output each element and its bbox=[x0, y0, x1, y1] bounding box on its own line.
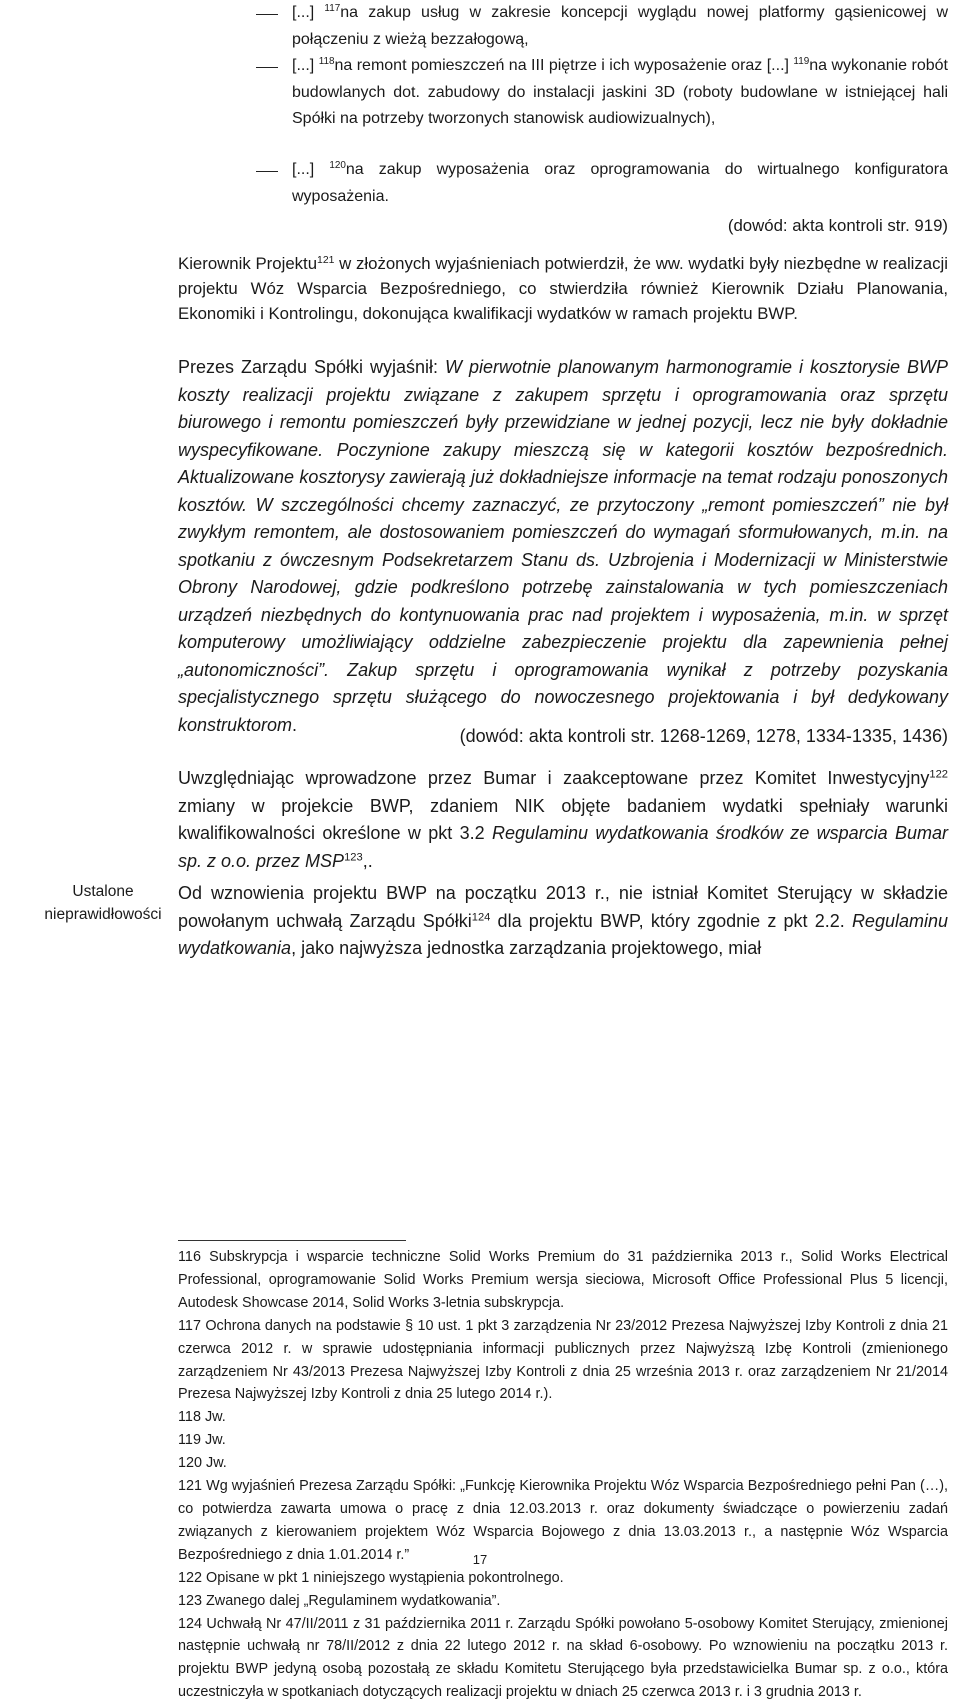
footnote-text: Ochrona danych na podstawie § 10 ust. 1 pkt 3 zarządzenia Nr 23/2012 Prezesa Najwyższej Izby Kontroli z dnia 21 czerwca 2012 r. w sprawie udostępniania informacji publicznych przez Najwyższą Izbę Kontroli (zmienionego zarządzeniem Nr 43/2013 Prezesa Najwyższej Izby Kontroli z dnia 25 września 2013 r. oraz zarządzeniem Nr 21/2014 Prezesa Najwyższej Izby Kontroli z dnia 25 lutego 2014 r.). bbox=[178, 1318, 948, 1403]
para-text: w złożonych wyjaśnieniach potwierdził, że ww. wydatki były niezbędne w realizacji projektu Wóz Wsparcia Bezpośredniego, co stwierdziła również Kierownik Działu Planowania, Ekonomiki i Kontrolingu, dokonująca kwalifikacji wydatków w ramach projektu BWP. bbox=[178, 254, 948, 323]
bullet-item-120 bbox=[292, 157, 948, 210]
footnote-text: Uchwałą Nr 47/II/2011 z 31 października 2011 r. Zarządu Spółki powołano 5-osobowy Komitet Sterujący, zmienionej następnie uchwałą nr 78/II/2012 z dnia 22 lutego 2012 r. na skład 6-osobowy. Po wznowieniu na początku 2013 r. projektu BWP jedyną osobą pozostałą ze składu Komitetu Sterującego była przedstawicielka Bumar sp. z o.o., która uczestniczyła w spotkaniach dotyczących realizacji projektu w dniach 25 czerwca 2013 r. i 3 grudnia 2013 r. bbox=[178, 1616, 948, 1701]
footnote-number: 121 bbox=[178, 1478, 202, 1494]
para-text: Od wznowienia projektu BWP na początku 2013 r., nie istniał Komitet Sterujący w składzie powołanym uchwałą Zarządu Spółki bbox=[178, 883, 948, 931]
italic-text: Regulaminu wydatkowania bbox=[178, 911, 948, 959]
para-text: Uwzględniając wprowadzone przez Bumar i zaakceptowane przez Komitet Inwestycyjny bbox=[178, 768, 929, 788]
footnote-number: 122 bbox=[178, 1570, 202, 1586]
footnote-text: Wg wyjaśnień Prezesa Zarządu Spółki: „Funkcję Kierownika Projektu Wóz Wsparcia Bezpośredniego pełni Pan (…), co potwierdza zawarta umowa o pracę z dnia 12.03.2013 r. oraz dokumenty świadczące o powierzeniu zadań związanych z kierowaniem projektem Wóz Wsparcia Bojowego z dnia 13.03.2013 r., a następnie Wóz Wsparcia Bezpośredniego z dnia 1.01.2014 r.” bbox=[178, 1478, 948, 1563]
bullet-text: na zakup usług w zakresie koncepcji wyglądu nowej platformy gąsienicowej w połączeniu z wieżą bezzałogową, bbox=[292, 4, 948, 48]
para-text: ,. bbox=[363, 851, 373, 871]
footnote-separator bbox=[178, 1240, 406, 1241]
footnote-number: 120 bbox=[178, 1455, 202, 1471]
bullet-dash bbox=[256, 171, 278, 172]
footnote-ref: 122 bbox=[929, 768, 948, 780]
para-text: Kierownik Projektu bbox=[178, 254, 317, 273]
footnote-number: 118 bbox=[178, 1409, 201, 1425]
footnote-number: 123 bbox=[178, 1593, 202, 1609]
italic-text: Regulaminu wydatkowania środków ze wsparcia Bumar sp. z o.o. przez MSP bbox=[178, 823, 948, 871]
footnote-ref: 119 bbox=[793, 56, 809, 67]
footnote-text: Subskrypcja i wsparcie techniczne Solid Works Premium do 31 października 2013 r., Solid Works Electrical Professional, oprogramowanie Solid Works Premium wersja sieciowa, Microsoft Office Professional Plus 5 licencji, Autodesk Showcase 2014, Solid Works 3-letnia subskrypcja. bbox=[178, 1249, 948, 1311]
footnote-ref: 124 bbox=[472, 911, 491, 923]
bullet-text: na zakup wyposażenia oraz oprogramowania do wirtualnego konfiguratora wyposażenia. bbox=[292, 161, 948, 205]
footnote-text: Jw. bbox=[205, 1409, 226, 1425]
para-text: zmiany w projekcie BWP, zdaniem NIK objęte badaniem wydatki spełniały warunki kwalifikowalności określone w pkt 3.2 bbox=[178, 796, 948, 844]
footnote-number: 124 bbox=[178, 1616, 202, 1632]
footnote-123 bbox=[178, 1590, 948, 1613]
footnote-number: 117 bbox=[178, 1318, 201, 1334]
footnote-number: 119 bbox=[178, 1432, 201, 1448]
bullet-dash bbox=[256, 67, 278, 68]
footnote-124 bbox=[178, 1613, 948, 1704]
footnote-ref: 120 bbox=[329, 160, 346, 171]
para-text: dla projektu BWP, który zgodnie z pkt 2.2. bbox=[490, 911, 852, 931]
footnote-118 bbox=[178, 1406, 948, 1429]
footnote-116 bbox=[178, 1246, 948, 1315]
footnote-text: Opisane w pkt 1 niniejszego wystąpienia pokontrolnego. bbox=[206, 1570, 564, 1586]
bracket: [...] bbox=[292, 57, 314, 74]
bracket: [...] bbox=[292, 161, 314, 178]
paragraph-project-manager bbox=[178, 251, 948, 326]
footnotes bbox=[178, 1246, 948, 1704]
margin-label: Ustalone nieprawidłowości bbox=[40, 880, 166, 926]
bullet-dash bbox=[256, 14, 278, 15]
footnote-number: 116 bbox=[178, 1249, 201, 1265]
bullet-text: na wykonanie robót budowlanych dot. zabudowy do instalacji jaskini 3D (roboty budowlane w istniejącej hali Spółki na potrzeby tworzonych stanowisk audiowizualnych), bbox=[292, 57, 948, 127]
footnote-ref: 118 bbox=[319, 56, 335, 67]
evidence-reference: (dowód: akta kontroli str. 1268-1269, 1278, 1334-1335, 1436) bbox=[178, 723, 948, 751]
paragraph-eligibility bbox=[178, 765, 948, 875]
footnote-text: Zwanego dalej „Regulaminem wydatkowania”. bbox=[206, 1593, 500, 1609]
footnote-117 bbox=[178, 1315, 948, 1407]
footnote-ref: 121 bbox=[317, 255, 334, 266]
footnote-text: Jw. bbox=[205, 1432, 226, 1448]
footnote-text: Jw. bbox=[206, 1455, 227, 1471]
quote-text: W pierwotnie planowanym harmonogramie i kosztorysie BWP koszty realizacji projektu związane z zakupem sprzętu i oprogramowania oraz sprzętu biurowego i remontu pomieszczeń były przewidziane w jednej pozycji, lecz nie były dokładnie wyspecyfikowane. Poczynione zakupy mieszczą się w kategorii kosztów bezpośrednich. Aktualizowane kosztorysy zawierają już dokładniejsze informacje na temat rodzaju ponoszonych kosztów. W szczególności chcemy zaznaczyć, ze przytoczony „remont pomieszczeń” nie był zwykłym remontem, ale dostosowaniem pomieszczeń do wymagań sformułowanych, m.in. na spotkaniu z ówczesnym Podsekretarzem Stanu ds. Uzbrojenia i Modernizacji w Ministerstwie Obrony Narodowej, gdzie podkreślono potrzebę zainstalowania w tych pomieszczeniach urządzeń niezbędnych do kontynuowania prac nad projektem i wyposażenia, m.in. w sprzęt komputerowy umożliwiający oddzielne zabezpieczenie projektu dla zapewnienia pełnej „autonomiczności”. Zakup sprzętu i oprogramowania wynikał z potrzeby pozyskania specjalistycznego sprzętu służącego do nowoczesnego projektowania i był dedykowany konstruktorom bbox=[178, 357, 948, 735]
paragraph-president-explanation bbox=[178, 354, 948, 739]
footnote-ref: 123 bbox=[344, 851, 363, 863]
paragraph-steering-committee bbox=[178, 880, 948, 963]
bullet-item-117 bbox=[292, 0, 948, 53]
bullet-text: na remont pomieszczeń na III piętrze i ich wyposażenie oraz [...] bbox=[334, 57, 788, 74]
para-text: , jako najwyższa jednostka zarządzania projektowego, miał bbox=[291, 938, 761, 958]
bullet-item-118 bbox=[292, 53, 948, 133]
evidence-reference: (dowód: akta kontroli str. 919) bbox=[178, 213, 948, 238]
footnote-119 bbox=[178, 1429, 948, 1452]
footnote-120 bbox=[178, 1452, 948, 1475]
bracket: [...] bbox=[292, 4, 314, 21]
para-text: Prezes Zarządu Spółki wyjaśnił: bbox=[178, 357, 445, 377]
footnote-122 bbox=[178, 1567, 948, 1590]
page-number: 17 bbox=[0, 1552, 960, 1567]
footnote-ref: 117 bbox=[324, 3, 340, 14]
para-text: . bbox=[292, 715, 297, 735]
